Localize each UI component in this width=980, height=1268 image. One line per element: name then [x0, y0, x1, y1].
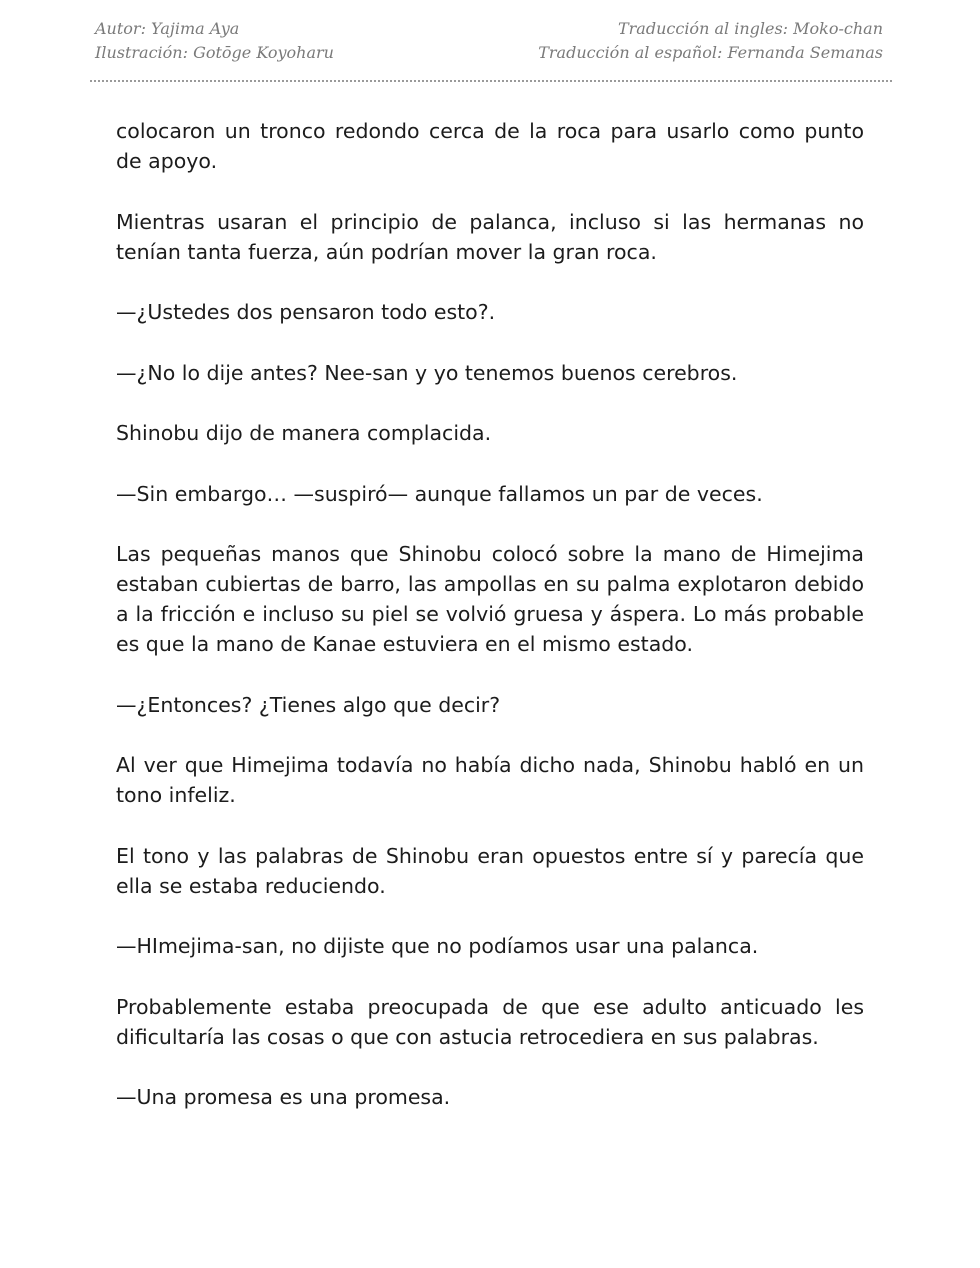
paragraph: El tono y las palabras de Shinobu eran opuestos entre sí y parecía que ella se estaba reduciendo.: [116, 843, 864, 898]
header-row-2: [95, 41, 883, 65]
page-body: [116, 116, 864, 1143]
english-translation-credit: Traducción al ingles: Moko-chan: [617, 19, 883, 38]
dotted-separator: [90, 80, 892, 82]
paragraph: Las pequeñas manos que Shinobu colocó sobre la mano de Himejima estaban cubiertas de barro, las ampollas en su palma explotaron debido a la fricción e incluso su piel se volvió gruesa y áspera. Lo más probable es que la mano de Kanae estuviera en el mismo estado.: [116, 542, 864, 656]
paragraph: —¿Entonces? ¿Tienes algo que decir?: [116, 692, 501, 717]
paragraph: Probablemente estaba preocupada de que ese adulto anticuado les dificultaría las cosas o que con astucia retrocediera en sus palabras.: [116, 994, 864, 1049]
spanish-translation-credit: Traducción al español: Fernanda Semanas: [538, 43, 883, 62]
paragraph: —Sin embargo… —suspiró— aunque fallamos un par de veces.: [116, 481, 763, 506]
paragraph: colocaron un tronco redondo cerca de la roca para usarlo como punto de apoyo.: [116, 119, 864, 173]
paragraph: Shinobu dijo de manera complacida.: [116, 421, 492, 445]
header-row-1: [95, 17, 883, 41]
paragraph: Mientras usaran el principio de palanca, incluso si las hermanas no tenían tanta fuerza, aún podrían mover la gran roca.: [116, 209, 864, 264]
paragraph: —¿Ustedes dos pensaron todo esto?.: [116, 300, 496, 324]
author-credit: Autor: Yajima Aya: [95, 19, 240, 38]
paragraph: —Una promesa es una promesa.: [116, 1085, 451, 1109]
paragraph: —HImejima-san, no dijiste que no podíamos usar una palanca.: [116, 934, 759, 958]
paragraph: —¿No lo dije antes? Nee-san y yo tenemos buenos cerebros.: [116, 360, 738, 385]
illustration-credit: Ilustración: Gotōge Koyoharu: [95, 43, 334, 62]
paragraph: Al ver que Himejima todavía no había dicho nada, Shinobu habló en un tono infeliz.: [116, 753, 864, 807]
page-header: [95, 17, 883, 65]
